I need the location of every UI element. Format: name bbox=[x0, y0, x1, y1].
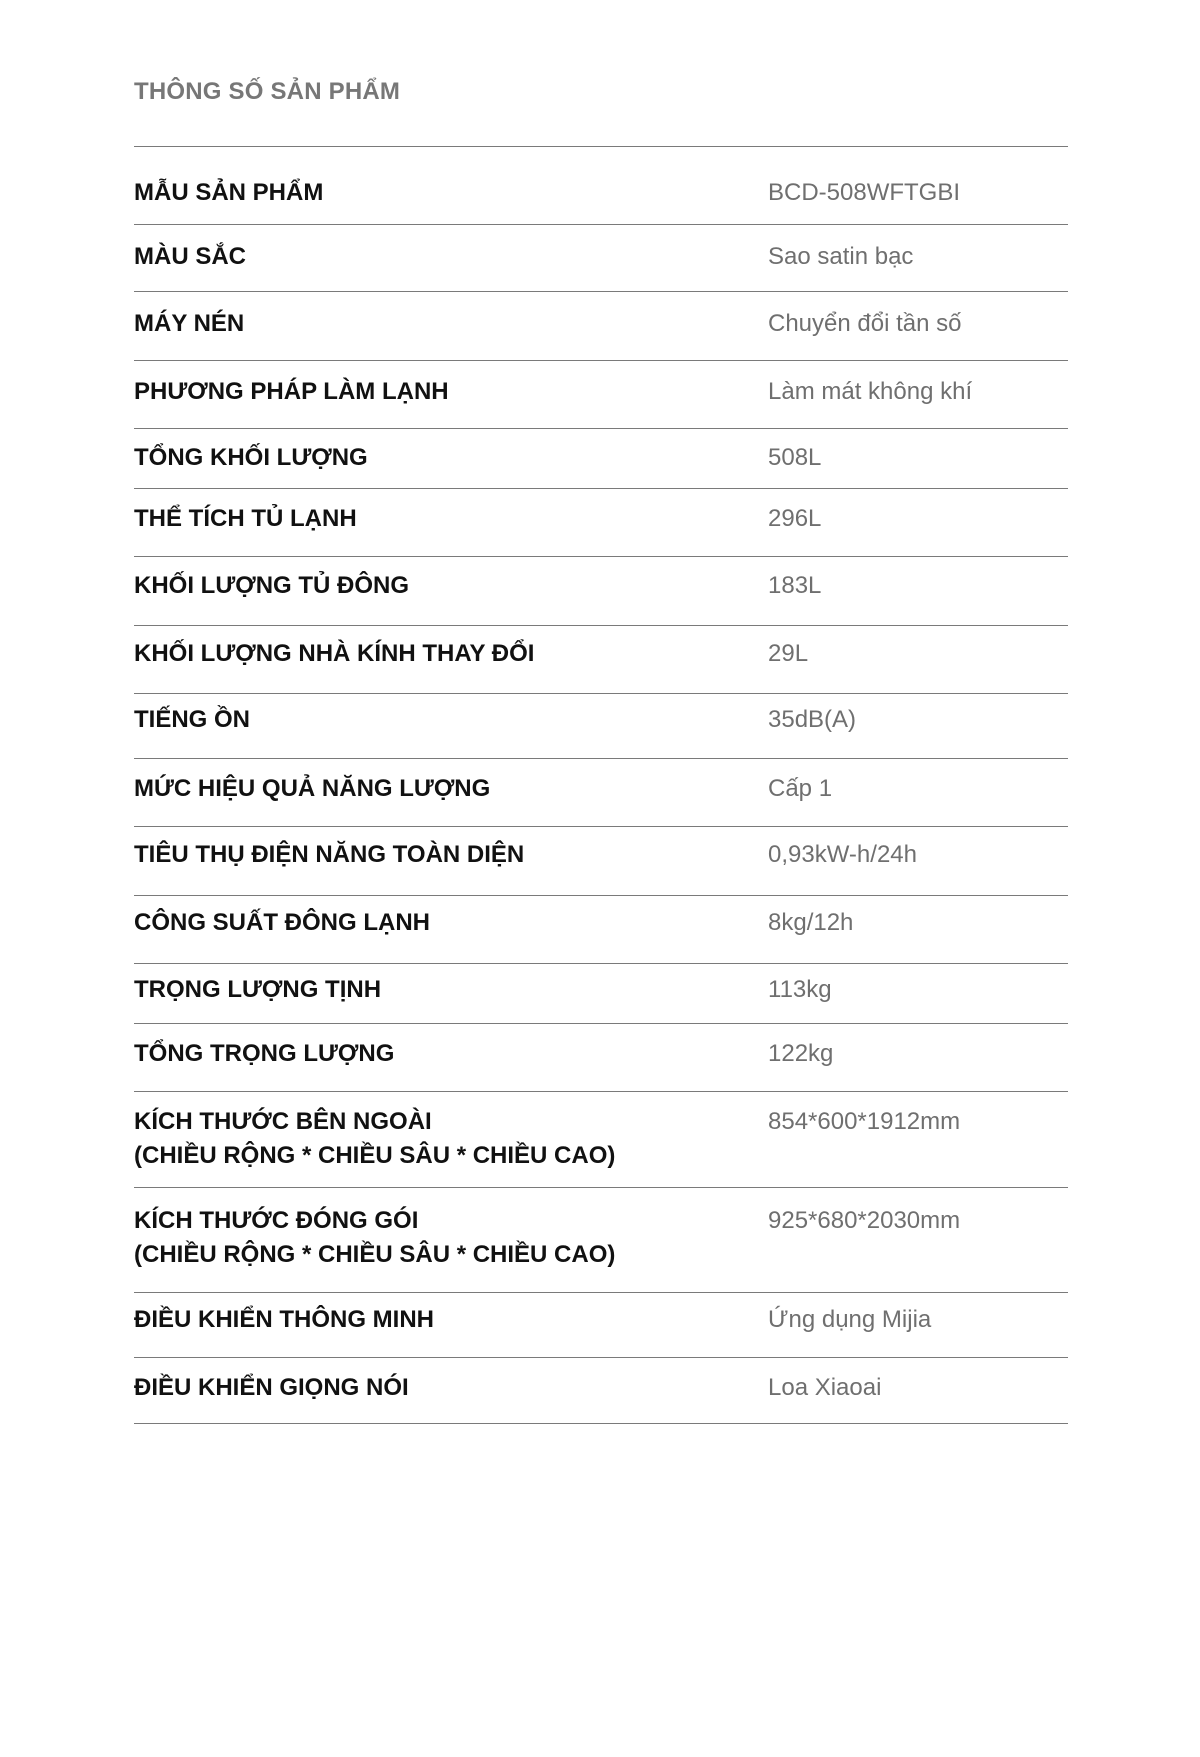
spec-label-line: KÍCH THƯỚC BÊN NGOÀI bbox=[134, 1108, 432, 1135]
spec-label: TIẾNG ỒN bbox=[134, 706, 251, 733]
spec-row-smart-control bbox=[134, 1293, 1068, 1358]
spec-label: TỔNG KHỐI LƯỢNG bbox=[134, 444, 368, 471]
spec-value: Cấp 1 bbox=[768, 775, 833, 802]
spec-row-external-dimensions bbox=[134, 1092, 1068, 1188]
spec-label bbox=[134, 1105, 615, 1173]
spec-row-cooling-method bbox=[134, 361, 1068, 429]
spec-value: Sao satin bạc bbox=[768, 243, 914, 270]
spec-label: KHỐI LƯỢNG TỦ ĐÔNG bbox=[134, 572, 410, 599]
spec-label: MỨC HIỆU QUẢ NĂNG LƯỢNG bbox=[134, 775, 491, 802]
spec-row-total-volume bbox=[134, 429, 1068, 489]
spec-label: ĐIỀU KHIỂN GIỌNG NÓI bbox=[134, 1374, 409, 1401]
spec-label: THỂ TÍCH TỦ LẠNH bbox=[134, 505, 357, 532]
spec-row-freezer-volume bbox=[134, 557, 1068, 626]
spec-label: TRỌNG LƯỢNG TỊNH bbox=[134, 976, 382, 1003]
spec-label: KHỐI LƯỢNG NHÀ KÍNH THAY ĐỔI bbox=[134, 640, 535, 667]
spec-row-compressor bbox=[134, 292, 1068, 361]
spec-label: MÀU SẮC bbox=[134, 243, 246, 270]
spec-value: 296L bbox=[768, 505, 822, 532]
spec-row-variable-volume bbox=[134, 626, 1068, 694]
spec-label: ĐIỀU KHIỂN THÔNG MINH bbox=[134, 1306, 434, 1333]
spec-row-power-consumption bbox=[134, 827, 1068, 896]
spec-value: 0,93kW-h/24h bbox=[768, 841, 917, 868]
spec-label: TIÊU THỤ ĐIỆN NĂNG TOÀN DIỆN bbox=[134, 841, 525, 868]
spec-value: Chuyển đổi tần số bbox=[768, 310, 962, 337]
spec-row-package-dimensions bbox=[134, 1188, 1068, 1293]
spec-row-gross-weight bbox=[134, 1024, 1068, 1092]
spec-label-line: (CHIỀU RỘNG * CHIỀU SÂU * CHIỀU CAO) bbox=[134, 1241, 616, 1268]
spec-label: CÔNG SUẤT ĐÔNG LẠNH bbox=[134, 909, 430, 936]
spec-value: Loa Xiaoai bbox=[768, 1374, 882, 1401]
spec-label bbox=[134, 1204, 615, 1272]
spec-value: 508L bbox=[768, 444, 822, 471]
spec-label: MÁY NÉN bbox=[134, 310, 245, 337]
spec-value: 113kg bbox=[768, 976, 832, 1003]
spec-row-voice-control bbox=[134, 1358, 1068, 1424]
spec-label-line: KÍCH THƯỚC ĐÓNG GÓI bbox=[134, 1207, 419, 1234]
spec-row-net-weight bbox=[134, 964, 1068, 1024]
spec-label-line: (CHIỀU RỘNG * CHIỀU SÂU * CHIỀU CAO) bbox=[134, 1142, 616, 1169]
spec-label: PHƯƠNG PHÁP LÀM LẠNH bbox=[134, 378, 449, 405]
spec-value: 122kg bbox=[768, 1040, 834, 1067]
page-title: THÔNG SỐ SẢN PHẨM bbox=[134, 78, 401, 105]
spec-value: 35dB(A) bbox=[768, 706, 857, 733]
spec-row-energy-class bbox=[134, 759, 1068, 827]
spec-table bbox=[134, 146, 1068, 1424]
spec-value: Làm mát không khí bbox=[768, 378, 973, 405]
spec-value: 8kg/12h bbox=[768, 909, 854, 936]
spec-label: TỔNG TRỌNG LƯỢNG bbox=[134, 1040, 395, 1067]
spec-row-fridge-volume bbox=[134, 489, 1068, 557]
spec-row-noise bbox=[134, 694, 1068, 759]
spec-row-freezing-capacity bbox=[134, 896, 1068, 964]
spec-row-model bbox=[134, 147, 1068, 225]
spec-value: 925*680*2030mm bbox=[768, 1207, 961, 1234]
spec-row-color bbox=[134, 225, 1068, 292]
spec-value: Ứng dụng Mijia bbox=[768, 1306, 932, 1333]
spec-label: MẪU SẢN PHẨM bbox=[134, 179, 324, 206]
spec-value: 183L bbox=[768, 572, 822, 599]
spec-value: 854*600*1912mm bbox=[768, 1108, 961, 1135]
spec-value: BCD-508WFTGBI bbox=[768, 179, 961, 206]
spec-value: 29L bbox=[768, 640, 809, 667]
